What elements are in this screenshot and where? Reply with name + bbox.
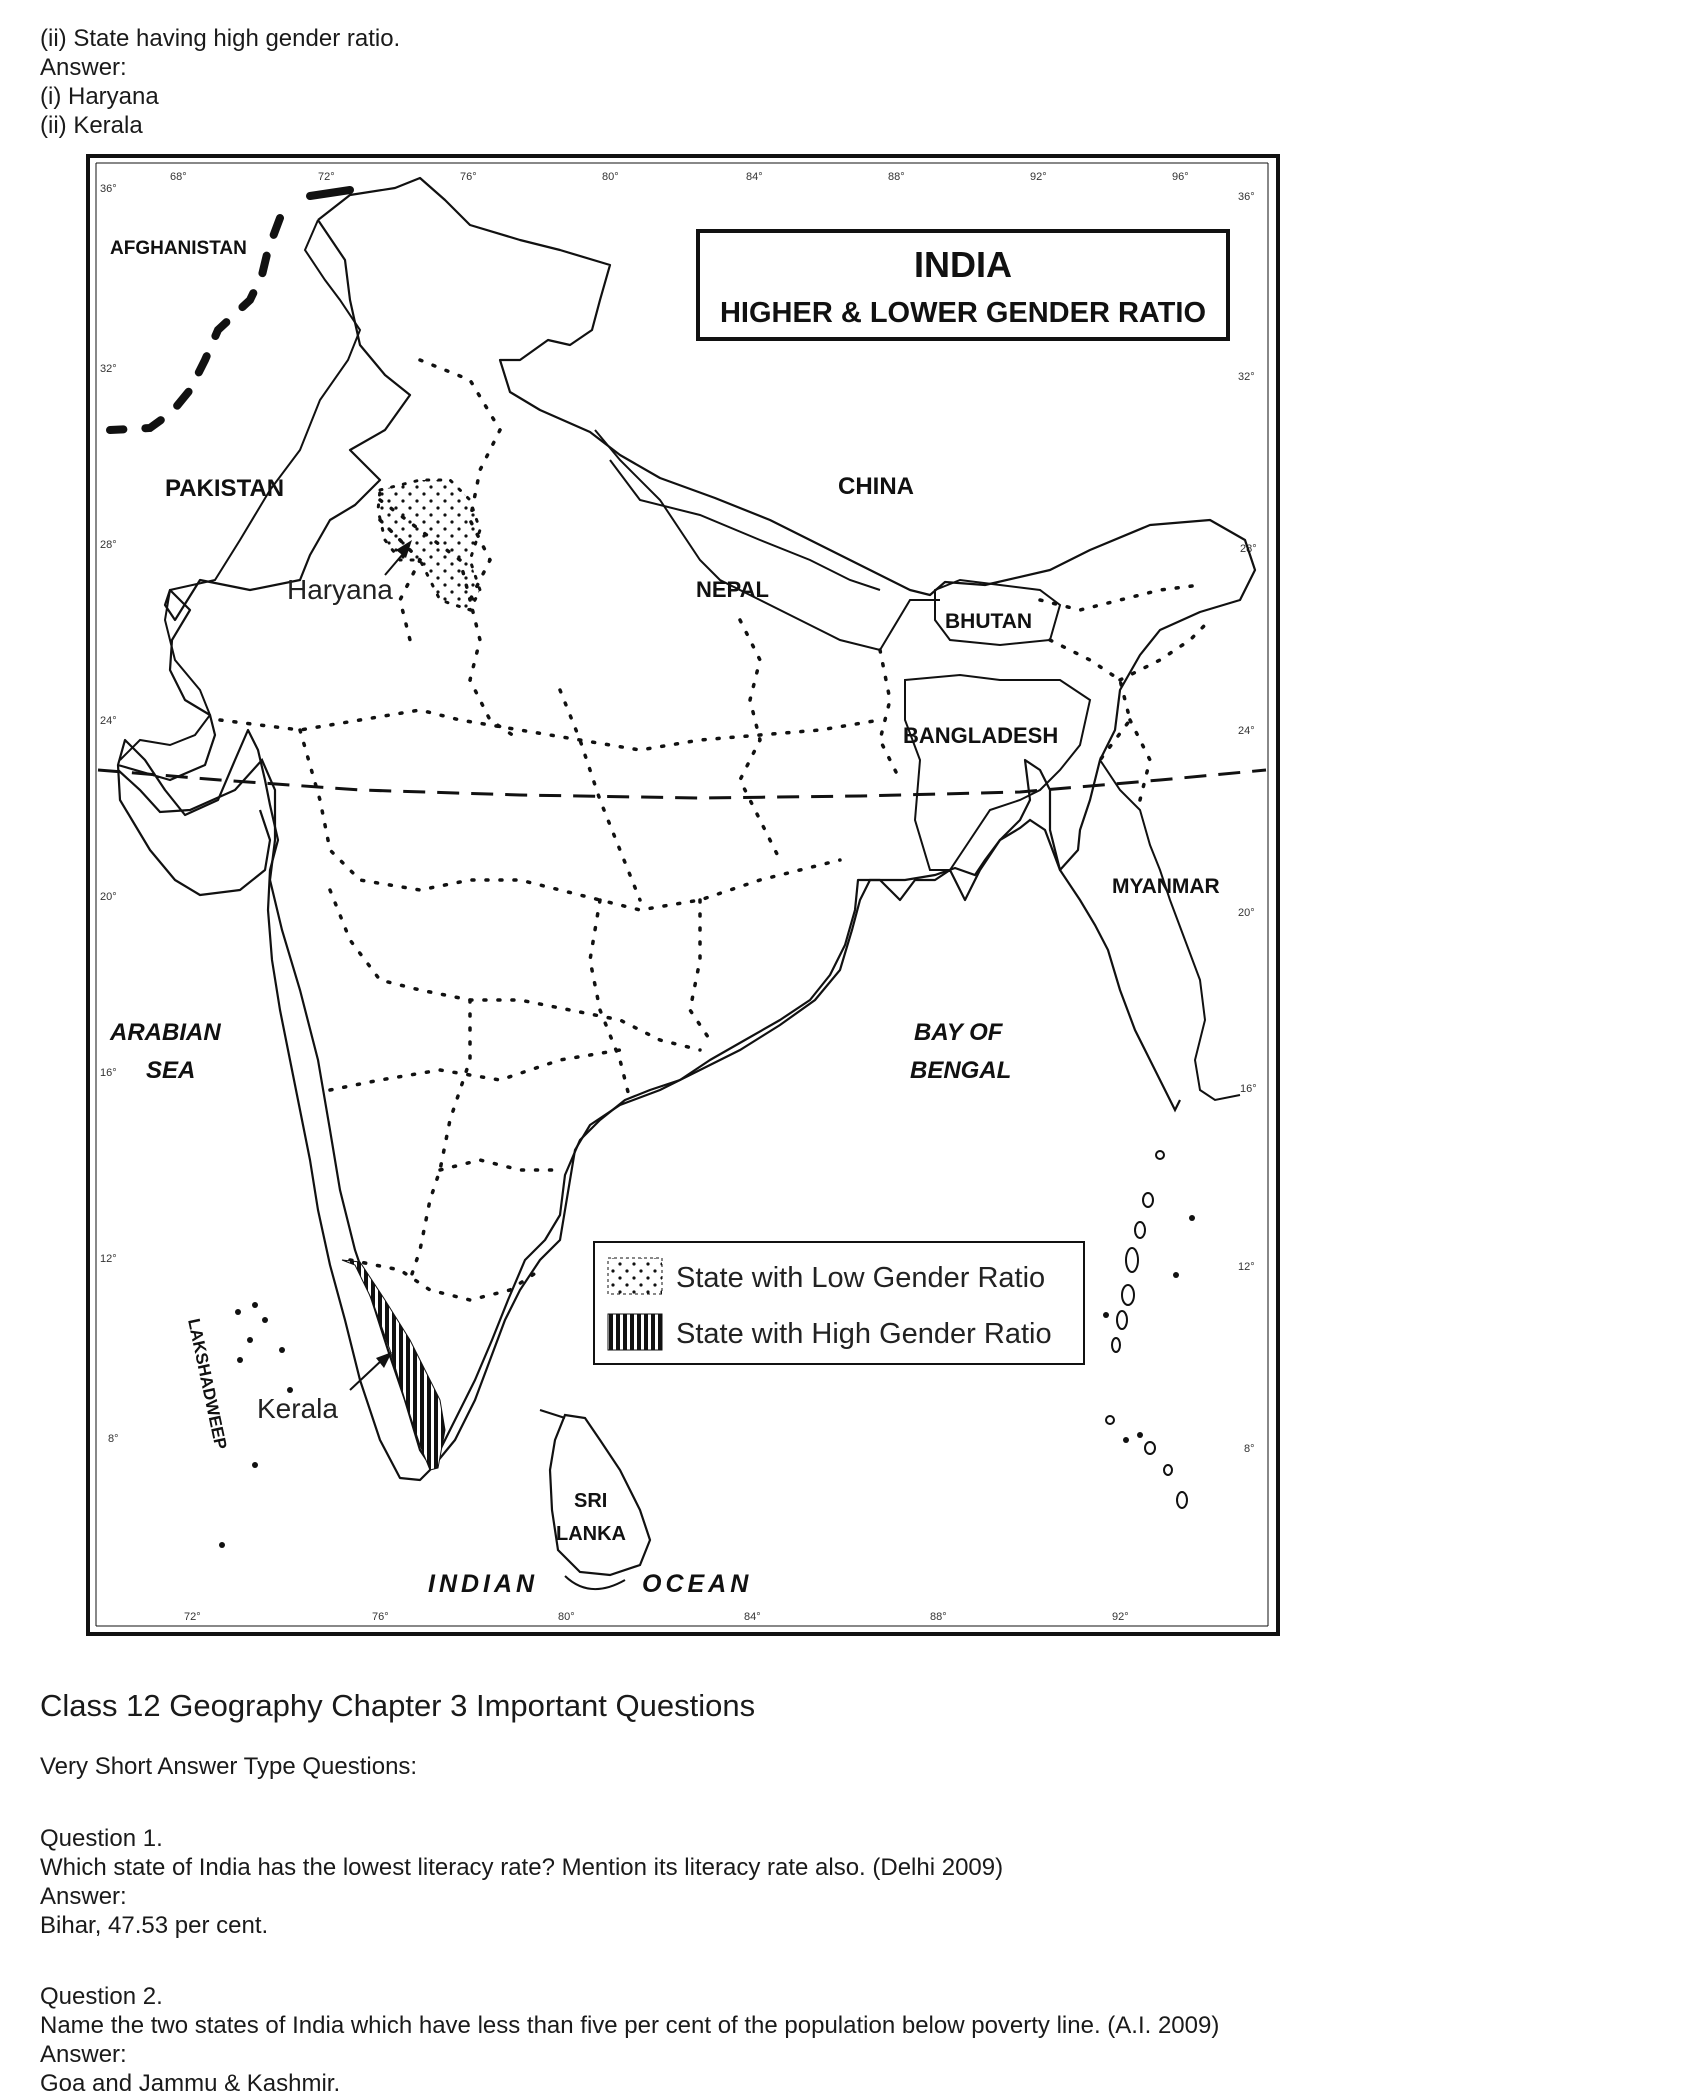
label-kerala: Kerala: [257, 1393, 338, 1424]
tick-left-0: 36°: [100, 183, 117, 195]
question-2-label: Question 2.: [40, 1983, 163, 2010]
tick-right-2: 28°: [1240, 543, 1257, 555]
question-2-answer-label: Answer:: [40, 2041, 127, 2068]
tick-top-4: 84°: [746, 171, 763, 183]
legend-low-label: State with Low Gender Ratio: [676, 1262, 1046, 1294]
tick-top-1: 72°: [318, 171, 335, 183]
question-1-answer: Bihar, 47.53 per cent.: [40, 1912, 269, 1939]
tick-left-3: 24°: [100, 715, 117, 727]
tick-right-3: 24°: [1238, 725, 1255, 737]
tick-left-1: 32°: [100, 363, 117, 375]
tick-right-5: 16°: [1240, 1083, 1257, 1095]
label-sea: SEA: [146, 1057, 196, 1084]
tick-bottom-2: 80°: [558, 1611, 575, 1623]
tick-top-7: 96°: [1172, 171, 1189, 183]
tick-right-4: 20°: [1238, 907, 1255, 919]
answer-haryana: (i) Haryana: [40, 83, 159, 110]
label-bay-of: BAY OF: [914, 1019, 1003, 1046]
tick-left-4: 20°: [100, 891, 117, 903]
tick-bottom-5: 92°: [1112, 1611, 1129, 1623]
answer-label: Answer:: [40, 54, 127, 81]
map-subtitle: HIGHER & LOWER GENDER RATIO: [719, 297, 1207, 329]
tick-right-7: 8°: [1244, 1443, 1255, 1455]
question-1-answer-label: Answer:: [40, 1883, 127, 1910]
tick-left-2: 28°: [100, 539, 117, 551]
tick-right-1: 32°: [1238, 371, 1255, 383]
label-bangladesh: BANGLADESH: [903, 723, 1059, 748]
tick-bottom-0: 72°: [184, 1611, 201, 1623]
label-lanka: LANKA: [556, 1523, 626, 1545]
tick-top-2: 76°: [460, 171, 477, 183]
question-part-ii: (ii) State having high gender ratio.: [40, 25, 401, 52]
tick-top-5: 88°: [888, 171, 905, 183]
label-afghanistan: AFGHANISTAN: [110, 238, 247, 259]
tick-bottom-4: 88°: [930, 1611, 947, 1623]
question-2-text: Name the two states of India which have less than five per cent of the population below poverty line. (A.I. 2009): [40, 2012, 1220, 2039]
tick-left-7: 8°: [108, 1433, 119, 1445]
tick-top-3: 80°: [602, 171, 619, 183]
label-indian: INDIAN: [428, 1570, 539, 1598]
label-bengal: BENGAL: [910, 1057, 1012, 1084]
answer-kerala: (ii) Kerala: [40, 112, 143, 139]
tick-bottom-3: 84°: [744, 1611, 761, 1623]
map-title: INDIA: [914, 244, 1012, 285]
label-ocean: OCEAN: [642, 1570, 753, 1598]
question-1-text: Which state of India has the lowest literacy rate? Mention its literacy rate also. (Delhi 2009): [40, 1854, 1004, 1881]
tick-right-6: 12°: [1238, 1261, 1255, 1273]
label-pakistan: PAKISTAN: [165, 475, 285, 502]
tick-left-6: 12°: [100, 1253, 117, 1265]
label-bhutan: BHUTAN: [945, 610, 1033, 633]
section-subheading: Very Short Answer Type Questions:: [40, 1753, 418, 1780]
label-sri: SRI: [574, 1490, 608, 1512]
question-1-label: Question 1.: [40, 1825, 163, 1852]
legend-low-swatch: [608, 1258, 662, 1294]
tick-right-0: 36°: [1238, 191, 1255, 203]
label-myanmar: MYANMAR: [1112, 875, 1220, 898]
label-china: CHINA: [838, 473, 914, 500]
legend-high-label: State with High Gender Ratio: [676, 1318, 1052, 1350]
label-nepal: NEPAL: [696, 577, 769, 602]
label-haryana: Haryana: [287, 574, 393, 605]
tick-bottom-1: 76°: [372, 1611, 389, 1623]
label-arabian: ARABIAN: [110, 1019, 221, 1046]
question-2-answer: Goa and Jammu & Kashmir.: [40, 2070, 341, 2097]
tick-left-5: 16°: [100, 1067, 117, 1079]
tick-top-0: 68°: [170, 171, 187, 183]
label-lakshadweep: LAKSHADWEEP: [184, 1316, 231, 1452]
tick-top-6: 92°: [1030, 171, 1047, 183]
legend-high-swatch: [608, 1314, 662, 1350]
section-heading: Class 12 Geography Chapter 3 Important Questions: [40, 1688, 756, 1723]
